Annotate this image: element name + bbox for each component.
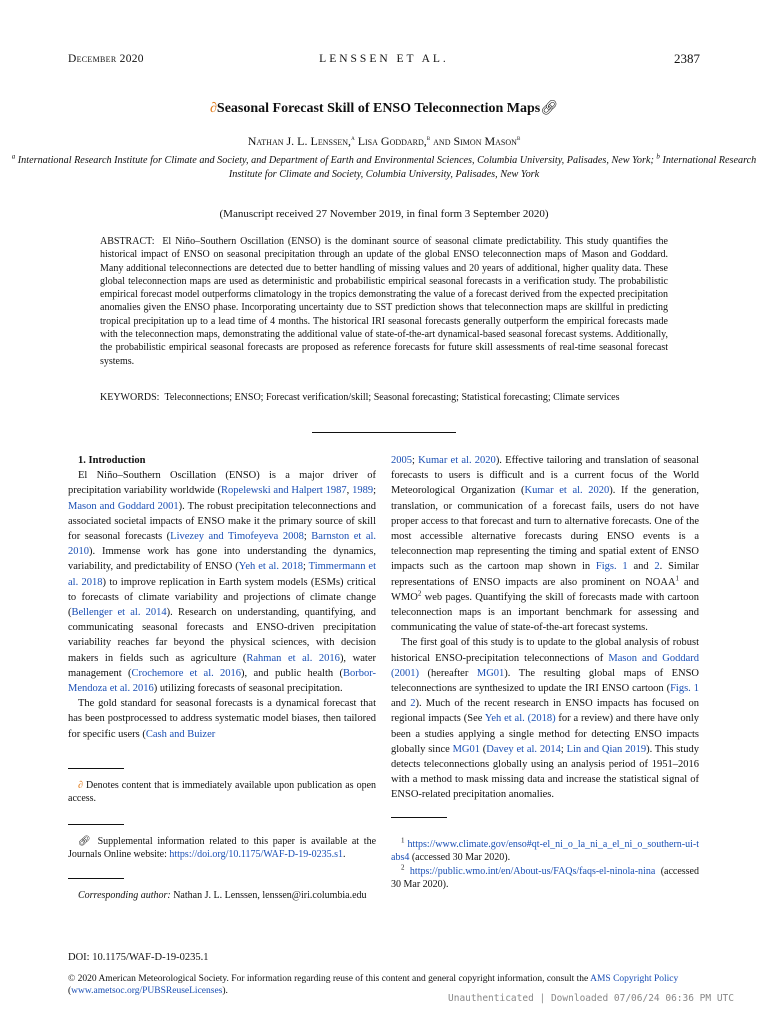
supplement-link-icon: 🔗︎ — [78, 835, 93, 847]
figure-link[interactable]: Figs. 1 — [595, 561, 628, 573]
paper-title-block — [0, 100, 768, 117]
footnote-2: $^2$ https://public.wmo.int/en/About-us/FAQs/faqs-el-ninola-nina (accessed 30 Mar 2020). — [391, 863, 699, 891]
affiliation-b: International Research Institute for Climate and Society, Columbia University, Palisades, New York — [228, 155, 757, 180]
citation-link[interactable]: Kumar et al. 2020 — [418, 455, 496, 466]
citation-link[interactable]: Bellenger et al. 2014 — [71, 607, 167, 619]
author-name: and Simon Mason — [430, 134, 517, 148]
citation-link[interactable]: Borbor-Mendoza et al. 2016 — [68, 667, 376, 695]
open-access-icon: ∂ — [209, 101, 217, 116]
section-heading: 1. Introduction — [78, 455, 146, 466]
footnote-1: $^1$ https://www.climate.gov/enso#qt-el_ni_o_la_ni_a_el_ni_o_southern-ui-tabs4 (accessed 30 Mar 2020). — [391, 836, 699, 864]
reuse-licenses-link[interactable]: www.ametsoc.org/PUBSReuseLicenses — [71, 986, 223, 996]
author-list: Nathan J. L. Lenssen,$^a$ Lisa Goddard,$^b$ and Simon Mason$^b$ — [247, 134, 521, 148]
intro-paragraph-2-continued: 2005; Kumar et al. 2020). Effective tailoring and translation of seasonal forecasts to users is difficult and is a current focus of the World Meteorological Organization (Kumar et al. 2020). If the generation, translation, or communication of a forecast fails, users do not have proper access to that forecast and turn to alternative forecasts. One of the most accessible alternative forecasts during ENSO events is a teleconnection map representing the timing and spatial extent of ENSO impacts such as the cartoon map shown in Figs. 1 and 2. Similar representations of ENSO impacts are also prominent on NOAA$^1$ and WMO$^2$ web pages. Quantifying the skill of forecasts made with cartoon teleconnection maps is an important benchmark for assessing and communicating the value of state-of-the-art forecast systems. — [391, 455, 700, 634]
citation-link[interactable]: Lin and Qian 2019 — [566, 743, 647, 755]
abstract — [100, 235, 668, 368]
citation-link[interactable]: Kumar et al. 2020 — [524, 485, 610, 497]
citation-link[interactable]: Barnston et al. 2010 — [68, 531, 377, 558]
supplement-link-icon[interactable]: 🔗︎ — [540, 101, 559, 116]
page-number: 2387 — [674, 51, 700, 66]
intro-paragraph-2: The gold standard for seasonal forecasts is a dynamical forecast that has been postprocessed to address systematic model biases, then tailored for specific users (Cash and Buizer — [68, 698, 376, 740]
footnote-rule — [68, 768, 124, 769]
footnote-rule — [68, 824, 124, 825]
citation-link[interactable]: Timmermann et al. 2018 — [68, 561, 377, 588]
abstract-text: El Niño–Southern Oscillation (ENSO) is the dominant source of seasonal climate predictability. This study quantifies the historical impact of ENSO on seasonal precipitation through an update of the global ENSO teleconnection maps of Mason and Goddard. Many additional teleconnections are detected due to better handling of missing values and 20 years of additional, higher quality data. These global teleconnection maps are used as deterministic and probabilistic empirical seasonal forecasts in a verification study. The probabilistic empirical forecast model outperforms climatology in the tropics demonstrating the value of a forecast derived from the expected precipitation anomalies given the ENSO phase. Incorporating uncertainty due to SST prediction shows that teleconnection maps are skillful in predicting tropical precipitation up to a lead time of 4 months. The historical IRI seasonal forecasts generally outperform the empirical forecasts made with the teleconnection maps, demonstrating the additional value of state-of-the-art dynamical-based seasonal forecast systems. Additionally, the probabilistic empirical seasonal forecasts are proposed as reference forecasts for future skill assessments of real-time seasonal forecast systems. — [100, 236, 668, 367]
running-head: LENSSEN ET AL. — [319, 53, 449, 65]
citation-link[interactable]: Livezey and Timofeyeva 2008 — [170, 531, 304, 543]
ams-copyright-link[interactable]: AMS Copyright Policy — [590, 974, 679, 984]
citation-link[interactable]: MG01 — [476, 667, 505, 679]
intro-paragraph-1: El Niño–Southern Oscillation (ENSO) is a major driver of precipitation variability worldwide (Ropelewski and Halpert 1987, 1989; Mason and Goddard 2001). The robust precipitation teleconnections and associated societal impacts of ENSO make it the primary source of skill for seasonal forecasts (Livezey and Timofeyeva 2008; Barnston et al. 2010). Immense work has gone into understanding the dynamics, variability, and predictability of ENSO (Yeh et al. 2018; Timmermann et al. 2018) to improve replication in Earth system models (ESMs) critical to forecasts of climate variability and projections of climate change (Bellenger et al. 2014). Research on understanding, quantifying, and communicating seasonal forecasts and ENSO-driven precipitation variability reaches far beyond the physical sciences, with decision makers in fields such as agriculture (Rahman et al. 2016), water management (Crochemore et al. 2016), and public health (Borbor-Mendoza et al. 2016) utilizing forecasts of seasonal precipitation. — [68, 470, 377, 695]
citation-link[interactable]: Mason and Goddard 2001 — [68, 500, 179, 512]
download-watermark: Unauthenticated | Downloaded 07/06/24 06:36 PM UTC — [448, 993, 734, 1004]
footnote-rule — [68, 878, 124, 879]
figure-link[interactable]: Figs. 1 — [670, 683, 699, 695]
citation-link[interactable]: Crochemore et al. 2016 — [131, 667, 242, 679]
keywords-label: KEYWORDS: — [100, 392, 160, 403]
corresponding-author: Corresponding author: Nathan J. L. Lenssen, lenssen@iri.columbia.edu — [78, 889, 367, 901]
manuscript-note: (Manuscript received 27 November 2019, in final form 3 September 2020) — [219, 208, 549, 220]
wmo-url-link[interactable]: https://public.wmo.int/en/About-us/FAQs/faqs-el-ninola-nina — [409, 865, 656, 877]
supplemental-link[interactable]: https://doi.org/10.1175/WAF-D-19-0235.s1 — [169, 849, 343, 861]
header-date: December 2020 — [68, 53, 144, 65]
citation-link[interactable]: Mason and Goddard (2001) — [391, 652, 700, 679]
figure-link[interactable]: 2 — [654, 561, 660, 573]
copyright-notice: © 2020 American Meteorological Society. For information regarding reuse of this content and general copyright information, consult the AMS Copyright Policy (www.ametsoc.org/PUBSReuseLicenses). — [68, 974, 679, 996]
citation-link[interactable]: 2005 — [391, 455, 412, 466]
open-access-icon: ∂ — [78, 779, 83, 791]
doi: DOI: 10.1175/WAF-D-19-0235.1 — [68, 952, 209, 963]
keywords — [100, 391, 668, 404]
citation-link[interactable]: 1989 — [352, 485, 374, 497]
figure-link[interactable]: 2 — [410, 698, 416, 710]
right-column — [391, 453, 699, 892]
author-name: Nathan J. L. Lenssen, — [247, 134, 352, 148]
section-divider — [312, 432, 456, 433]
intro-paragraph-3: The first goal of this study is to update to the global analysis of robust historical ENSO-precipitation teleconnections of Mason and Goddard (2001) (hereafter MG01). The resulting global maps of ENSO teleconnections are synthesized to update the IRI ENSO cartoon (Figs. 1 and 2). Much of the recent research in ENSO impacts has focused on regional impacts (See Yeh et al. (2018) for a review) and there have only been a studies applying a single method for detecting ENSO impacts globally since MG01 (Davey et al. 2014; Lin and Qian 2019). This study detects teleconnections globally using an analysis period of 1951–2016 with a method to mask missing data and increase the statistical signal of ENSO-related precipitation anomalies. — [391, 637, 700, 801]
citation-link[interactable]: Ropelewski and Halpert 1987 — [221, 485, 347, 497]
citation-link[interactable]: Yeh et al. 2018 — [238, 561, 303, 573]
citation-link[interactable]: Davey et al. 2014 — [486, 743, 561, 755]
keywords-text: Teleconnections; ENSO; Forecast verification/skill; Seasonal forecasting; Statistical forecasting; Climate services — [164, 392, 620, 403]
paper-title: Seasonal Forecast Skill of ENSO Teleconnection Maps — [216, 101, 541, 116]
footnote-rule — [391, 817, 447, 818]
citation-link[interactable]: MG01 — [452, 743, 480, 755]
citation-link[interactable]: Rahman et al. 2016 — [246, 652, 340, 664]
author-name: Lisa Goddard, — [354, 134, 427, 148]
citation-link[interactable]: Yeh et al. (2018) — [484, 713, 556, 725]
noaa-url-link[interactable]: https://www.climate.gov/enso#qt-el_ni_o_la_ni_a_el_ni_o_southern-ui-tabs4 — [391, 838, 699, 864]
supplemental-footnote: 🔗︎ Supplemental information related to this paper is available at the Journals Online website: https://doi.org/10.1175/WAF-D-19-0235.s1. — [68, 835, 377, 861]
open-access-footnote: ∂ Denotes content that is immediately available upon publication as open access. — [68, 779, 377, 805]
affiliation-a: International Research Institute for Climate and Society, and Department of Earth and Environmental Sciences, Columbia University, Palisades, New York; — [17, 155, 654, 166]
abstract-label: ABSTRACT: — [100, 236, 155, 247]
citation-link[interactable]: Cash and Buizer — [145, 728, 216, 740]
affiliations: $^a$ International Research Institute for Climate and Society, and Department of Earth and Environmental Sciences, Columbia University, Palisades, New York; $^b$ International Research Institute for Climate and Society, Columbia University, Palisades, New York — [11, 152, 757, 180]
left-column — [68, 453, 376, 902]
